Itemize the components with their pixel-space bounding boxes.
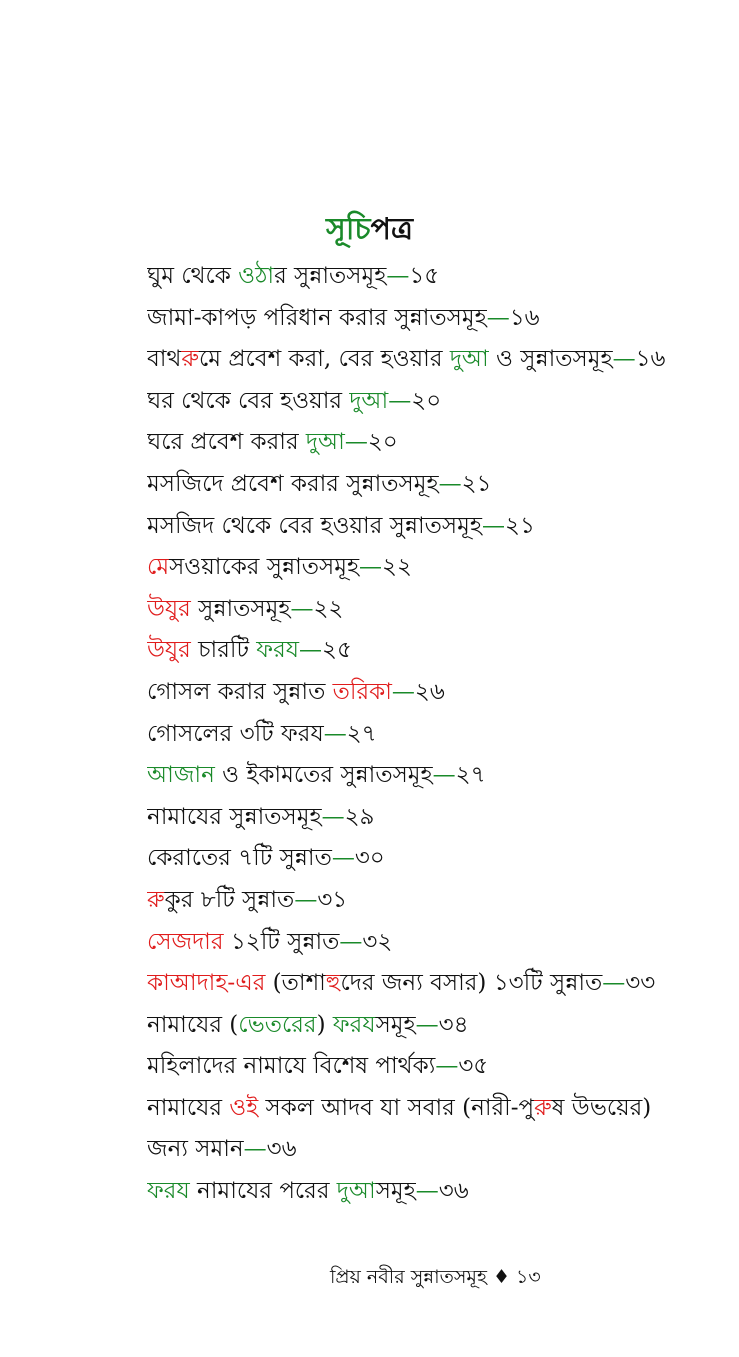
toc-entry-segment: সেজদার	[147, 928, 224, 955]
toc-entry-segment: সুন্নাতসমূহ	[190, 595, 291, 622]
toc-entry	[147, 1046, 722, 1088]
toc-entry-segment: মসজিদে প্রবেশ করার সুন্নাতসমূহ	[147, 470, 439, 497]
toc-entry	[147, 672, 722, 714]
footer-page-number: ১৩	[516, 1266, 541, 1288]
toc-entry-segment: নামাযের	[147, 1094, 230, 1121]
toc-entry-segment: দুআ	[336, 1178, 376, 1205]
toc-entry	[147, 797, 722, 839]
toc-entry	[147, 339, 722, 381]
toc-entry-segment: ৩৫	[458, 1053, 489, 1080]
toc-entry-segment: রু	[181, 346, 200, 373]
toc-entry	[147, 755, 722, 797]
toc-entry-segment: —	[359, 554, 383, 581]
toc-entry-segment: রু	[534, 1094, 552, 1121]
toc-entry-segment: ৩০	[354, 845, 385, 872]
toc-entry-segment: ওঠা	[238, 263, 275, 289]
toc-entry	[147, 506, 722, 548]
toc-entry	[147, 547, 722, 589]
toc-entry-segment: মহিলাদের নামাযে বিশেষ পার্থক্য	[147, 1053, 436, 1080]
toc-entry-segment: ৩৬	[266, 1136, 297, 1163]
page-title	[0, 208, 739, 252]
footer-separator-icon: ♦	[492, 1266, 510, 1288]
toc-entry-segment: দুআ	[349, 387, 389, 414]
toc-entry-segment: কুর ৮টি সুন্নাত	[164, 886, 295, 913]
toc-entry-segment: র সুন্নাতসমূহ	[274, 263, 387, 289]
toc-entry-segment: তরিকা	[332, 678, 392, 705]
toc-entry-segment: —	[438, 470, 462, 497]
toc-entry	[147, 298, 722, 340]
toc-entry-segment: সমূহ	[375, 1011, 416, 1038]
toc-entry-segment: মসজিদ থেকে বের হওয়ার সুন্নাতসমূহ	[147, 512, 482, 539]
toc-entry-segment: উযুর	[147, 637, 191, 664]
toc-entry-segment: ফরয	[332, 1011, 376, 1038]
toc-entry-segment: কেরাতের ৭টি সুন্নাত	[147, 845, 332, 872]
toc-entry-segment: ঘুম থেকে	[147, 263, 239, 289]
toc-entry	[147, 838, 722, 880]
toc-entry	[147, 630, 722, 672]
toc-entry-segment: চারটি	[190, 637, 257, 664]
toc-entry-segment: ষ উভয়ের)	[551, 1094, 652, 1121]
toc-entry-segment: —	[602, 970, 626, 997]
toc-entry-segment: ওই	[229, 1094, 259, 1121]
toc-entry-segment: ২৭	[346, 720, 377, 747]
toc-entry-segment: ২১	[461, 470, 492, 497]
toc-entry	[147, 880, 722, 922]
toc-entry-segment: ঘরে প্রবেশ করার	[147, 429, 306, 456]
toc-entry-segment: —	[331, 845, 355, 872]
toc-entry-segment: )	[316, 1011, 333, 1038]
toc-entry-segment: ৩২	[362, 928, 393, 955]
toc-entry-segment: রু	[147, 886, 165, 913]
toc-entry-segment: —	[344, 429, 368, 456]
toc-entry-segment: ২০	[367, 429, 398, 456]
toc-entry-segment: ১৬	[509, 304, 540, 331]
toc-entry	[147, 922, 722, 964]
toc-entry-segment: —	[299, 637, 323, 664]
toc-entry-segment: ঘর থেকে বের হওয়ার	[147, 387, 350, 414]
toc-entry-segment: ২২	[313, 595, 344, 622]
toc-entry-segment: ৩১	[317, 886, 348, 913]
toc-entry-segment: গোসল করার সুন্নাত	[147, 678, 333, 705]
toc-entry-segment: ভেতরের	[238, 1011, 317, 1038]
toc-entry-segment: দের জন্য বসার) ১৩টি সুন্নাত	[340, 970, 603, 997]
toc-entry-segment: ৩৪	[438, 1011, 469, 1038]
toc-entry-segment: —	[243, 1136, 267, 1163]
page-title-part-2: পত্র	[370, 212, 413, 247]
toc-entry-segment: —	[486, 304, 510, 331]
page-footer	[330, 1262, 541, 1292]
toc-entry-segment: ও ইকামতের সুন্নাতসমূহ	[214, 762, 433, 789]
toc-entry-segment: নামাযের পরের	[189, 1178, 337, 1205]
toc-entry-segment: ২১	[504, 512, 535, 539]
toc-entry-segment: মে	[147, 554, 170, 581]
toc-entry-segment: —	[612, 346, 636, 373]
toc-entry	[147, 589, 722, 631]
toc-entry	[147, 963, 722, 1005]
toc-entry	[147, 1088, 722, 1130]
toc-entry-segment: —	[481, 512, 505, 539]
toc-entry-segment: জামা-কাপড় পরিধান করার সুন্নাতসমূহ	[147, 304, 487, 331]
toc-entry-segment: নামাযের (	[147, 1011, 239, 1038]
toc-entry-segment: গোসলের ৩টি ফরয	[147, 720, 324, 747]
toc-entry-segment: ও সুন্নাতসমূহ	[488, 346, 613, 373]
toc-entry	[147, 381, 722, 423]
toc-entry-segment: দুআ	[305, 429, 345, 456]
toc-entry-segment: নামাযের সুন্নাতসমূহ	[147, 803, 322, 830]
toc-entry-segment: —	[323, 720, 347, 747]
toc-entry	[147, 422, 722, 464]
toc-entry-segment: আজান	[147, 762, 215, 789]
toc-entry-segment: ২০	[411, 387, 442, 414]
toc-entry-segment: —	[290, 595, 314, 622]
toc-entry-segment: (তাশা	[265, 970, 326, 997]
toc-entry-segment: হু	[325, 970, 341, 997]
toc-entry-segment: —	[294, 886, 318, 913]
toc-entry-segment: দুআ	[449, 346, 489, 373]
toc-entry-segment: ২৬	[414, 678, 445, 705]
toc-entry-segment: জন্য সমান	[147, 1136, 244, 1163]
toc-entry	[147, 464, 722, 506]
footer-book-title: প্রিয় নবীর সুন্নাতসমূহ	[330, 1266, 487, 1288]
toc-entry-segment: ২৭	[455, 762, 486, 789]
toc-entry-segment: ফরয	[147, 1178, 190, 1205]
toc-entry-segment: ৩৩	[625, 970, 656, 997]
toc-entry	[147, 1005, 722, 1047]
toc-entry-segment: সমূহ	[375, 1178, 416, 1205]
toc-entry-segment: ২৯	[344, 803, 375, 830]
toc-entry-segment: —	[415, 1011, 439, 1038]
toc-entry-segment: ১৬	[635, 346, 666, 373]
toc-entry-segment: —	[321, 803, 345, 830]
table-of-contents	[147, 256, 722, 1213]
toc-entry-segment: —	[339, 928, 363, 955]
toc-entry-segment: ফরয	[256, 637, 300, 664]
toc-entry-segment: —	[388, 387, 412, 414]
toc-entry-segment: ২২	[382, 554, 412, 581]
toc-entry-segment: —	[415, 1178, 439, 1205]
toc-entry	[147, 1129, 722, 1171]
toc-entry-segment: ১২টি সুন্নাত	[223, 928, 340, 955]
toc-entry-segment: সকল আদব যা সবার (নারী-পু	[258, 1094, 535, 1121]
page-title-part-1: সূচি	[326, 212, 371, 247]
toc-entry-segment: ৩৬	[438, 1178, 469, 1205]
toc-entry-segment: —	[432, 762, 456, 789]
toc-entry-segment: বাথ	[147, 346, 182, 373]
toc-entry-segment: ১৫	[409, 263, 440, 289]
toc-entry-segment: ২৫	[322, 637, 352, 664]
toc-entry-segment: কাআদাহ-এর	[147, 970, 266, 997]
toc-entry-segment: মে প্রবেশ করা, বের হওয়ার	[199, 346, 450, 373]
toc-entry-segment: —	[386, 263, 410, 289]
toc-entry	[147, 256, 722, 298]
toc-entry	[147, 714, 722, 756]
toc-entry-segment: উযুর	[147, 595, 191, 622]
toc-entry-segment: —	[435, 1053, 459, 1080]
toc-entry	[147, 1171, 722, 1213]
toc-entry-segment: —	[391, 678, 415, 705]
toc-entry-segment: সওয়াকের সুন্নাতসমূহ	[169, 554, 360, 581]
